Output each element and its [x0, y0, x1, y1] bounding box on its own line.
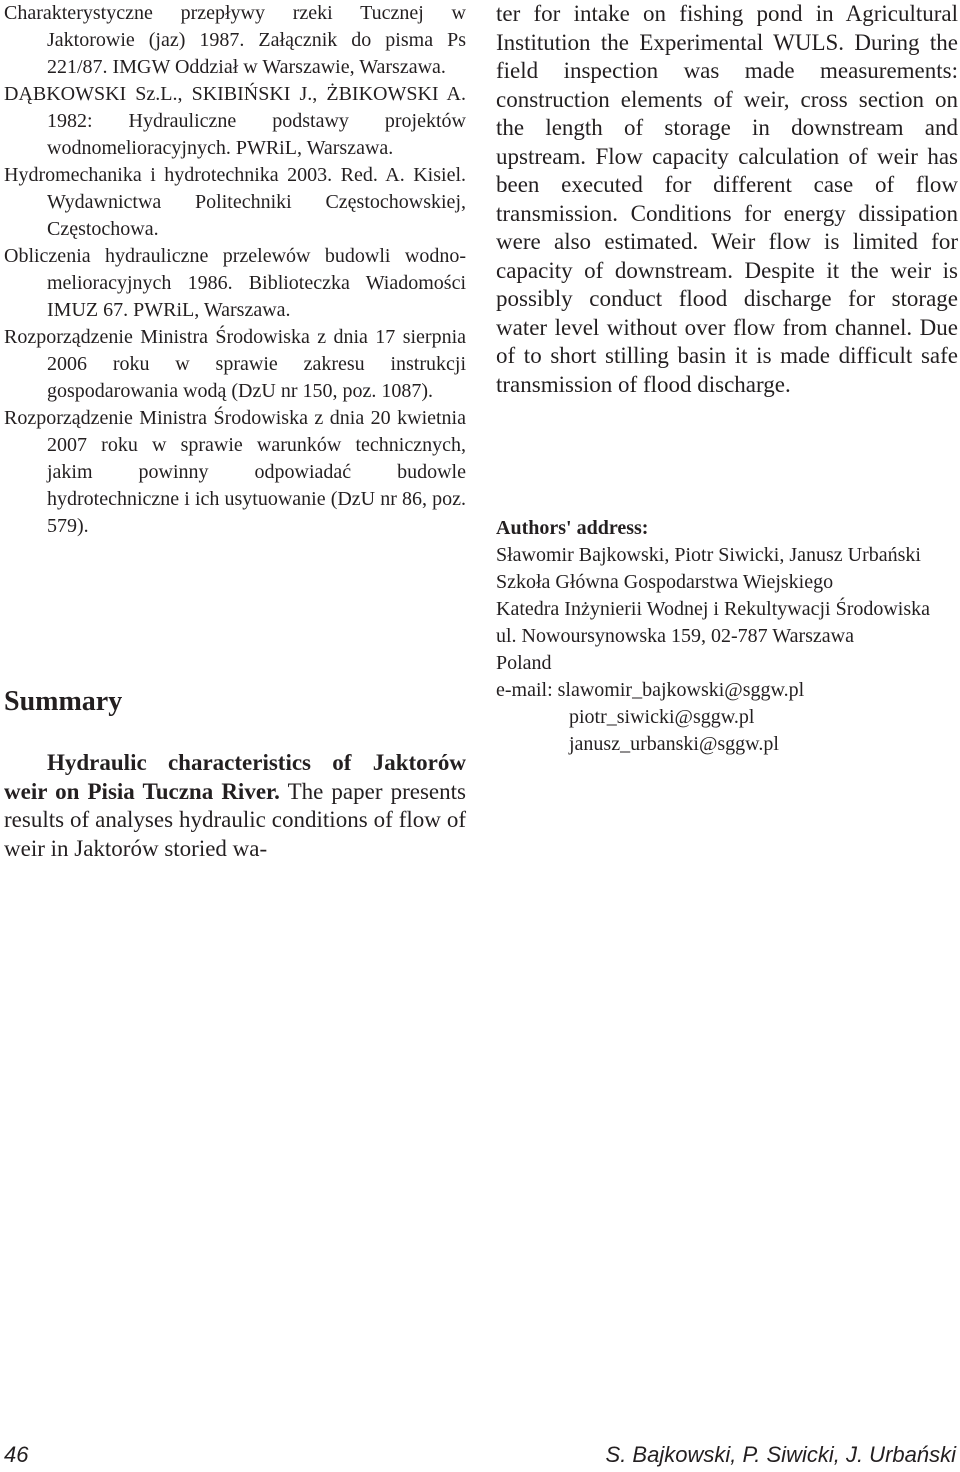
author-street: ul. Nowoursynowska 159, 02-787 Warszawa [496, 625, 854, 647]
summary-text-right: ter for intake on fishing pond in Agricultural Institution the Experimental WULS. During the field inspection was made measurements: construction elements of weir, cross section on the length of storage in downstream and upstream. Flow capacity calculation of weir has been executed for different case of flow transmission. Conditions for energy dissipation were also estimated. Weir flow is limited for capacity of downstream. Despite it the weir is possibly conduct flood discharge for storage water level without over flow from channel. Due of to short stilling basin it is made difficult safe transmission of flood discharge. [496, 1, 958, 397]
summary-continuation [496, 0, 958, 399]
author-country: Poland [496, 652, 552, 674]
references-list [4, 0, 466, 540]
author-email-3: janusz_urbanski@sggw.pl [569, 733, 779, 755]
summary-title: Hydraulic characteristics of Jaktorów weir on Pisia Tuczna River. [4, 750, 466, 804]
reference-item: Charakterystyczne przepływy rzeki Tucznej w Jaktorowie (jaz) 1987. Załącznik do pisma Ps 221/87. IMGW Oddział w Warszawie, Warszawa. [4, 2, 466, 78]
summary-paragraph-start [4, 749, 466, 863]
author-names: Sławomir Bajkowski, Piotr Siwicki, Janusz Urbański [496, 544, 921, 566]
summary-heading: Summary [4, 686, 123, 717]
author-email-2: piotr_siwicki@sggw.pl [569, 706, 755, 728]
reference-item: Obliczenia hydrauliczne przelewów budowli wodno-melioracyjnych 1986. Biblioteczka Wiadomości IMUZ 67. PWRiL, Warszawa. [4, 245, 466, 321]
reference-item: Rozporządzenie Ministra Środowiska z dnia 20 kwietnia 2007 roku w sprawie warunków technicznych, jakim powinny odpowiadać budowle hydrotechniczne i ich usytuowanie (DzU nr 86, poz. 579). [4, 407, 466, 537]
page-number: 46 [4, 1442, 29, 1467]
reference-item: Rozporządzenie Ministra Środowiska z dnia 17 sierpnia 2006 roku w sprawie zakresu instrukcji gospodarowania wodą (DzU nr 150, poz. 1087). [4, 326, 466, 402]
author-institution: Szkoła Główna Gospodarstwa Wiejskiego [496, 571, 834, 593]
reference-item: Hydromechanika i hydrotechnika 2003. Red. A. Kisiel. Wydawnictwa Politechniki Częstochowskiej, Częstochowa. [4, 164, 466, 240]
summary-text-left: The paper presents results of analyses hydraulic conditions of flow of weir in Jaktorów storied wa- [4, 778, 466, 861]
reference-item: DĄBKOWSKI Sz.L., SKIBIŃSKI J., ŻBIKOWSKI A. 1982: Hydrauliczne podstawy projektów wodnomelioracyjnych. PWRiL, Warszawa. [4, 83, 466, 159]
author-email-1: e-mail: slawomir_bajkowski@sggw.pl [496, 679, 805, 701]
authors-label: Authors' address: [496, 517, 649, 539]
author-department: Katedra Inżynierii Wodnej i Rekultywacji Środowiska [496, 598, 931, 620]
authors-address [496, 515, 958, 758]
running-head: S. Bajkowski, P. Siwicki, J. Urbański [605, 1442, 956, 1467]
